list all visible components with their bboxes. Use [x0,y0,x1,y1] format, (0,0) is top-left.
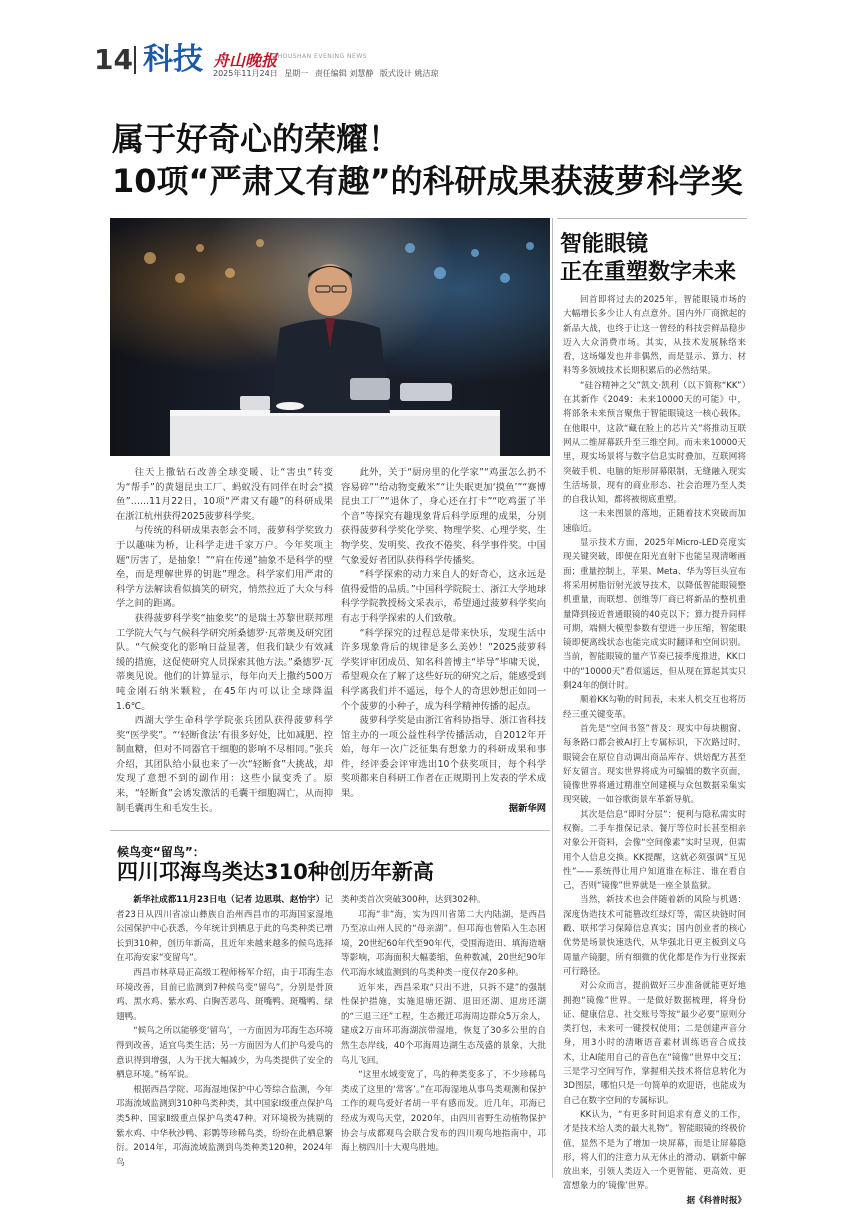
main-headline [112,118,752,202]
section-divider [110,830,550,831]
paragraph: 类种类首次突破300种，达到302种。 [341,895,486,905]
paragraph [116,893,333,966]
masthead-meta [213,68,442,79]
side-headline-line-1: 智能眼镜 [560,232,649,257]
paragraph: 与传统的科研成果表彰会不同，菠萝科学奖致力于以趣味为桥，让科学走进千家万户。今年奖项主题“厉害了，是抽象！”“肩在传递”抽象不是科学的壁垒，而是理解世界的钥匙”理念。科学家们用严肃的科学方法解读看似搞笑的研究，悄然拉近了大众与科学之间的距离。 [116,525,333,610]
photo-illustration [110,218,550,456]
paragraph: 对公众而言，提前做好三步准备就能更好地拥抱“镜像”世界。一是做好数据梳理，将身份证、健康信息、社交账号等按“最少必要”原则分类打包，未来可一键授权使用；二是创建声音分身，用3小时的清晰语音素材训练语音合成技术，让AI能用自己的音色在“镜像”世界中交互；三是学习空间写作，掌握相关技术将信息转化为3D图层，哪怕只是一句简单的欢迎语，也能成为自己在数字空间的专属标识。 [563,981,746,1106]
issue-date: 2025年11月24日 [213,69,278,78]
paragraph: 西昌市林草局正高级工程师杨军介绍，由于邛海生态环境改善，目前已监测到7种候鸟变“留鸟”，分别是骨顶鸡、黑水鸡、紫水鸡、白胸苦恶鸟、斑嘴鸭、斑嘴鸭、绿翅鸭。 [116,967,333,1022]
paragraph: 当然，新技术也会伴随着新的风险与机遇：深度伪造技术可能篡改红绿灯等，需区块链时间戳、联邦学习保障信息真实；国内创业者的核心优势是场景快速迭代，从华强北日更主板到义乌周量产镜腿，所有细微的优化都是作为行业探索可行路径。 [563,895,746,977]
paragraph: 首先是“空间书签”普及：现实中每块橱窗、每条路口都会被AI打上专属标识，下次路过时，眼镜会在原位自动调出商品库存、烘焙配方甚至好友留言。现实世界将成为可编辑的数字页面，镜像世界将通过精准空间建模与众包数据采集实现突破，一如谷歌街景车革新导航。 [563,723,746,806]
designer-credit: 版式设计 姚洁琼 [379,69,439,78]
event-photo [110,218,550,456]
paragraph: “这里水域变宽了，鸟的种类变多了，不少珍稀鸟类成了这里的‘常客’。”在邛海湿地从事鸟类观测和保护工作的观鸟爱好者胡一平有感而发。近几年，邛海已经成为观鸟天堂，2020年，由四川省野生动植物保护协会与成都观鸟会联合发布的四川观鸟地指南中，邛海上榜四川十大观鸟胜地。 [341,1070,546,1154]
headline-line-2: 10项“严肃又有趣”的科研成果获菠萝科学奖 [112,162,743,200]
paragraph: 这一未来图景的落地，正随着技术突破而加速临近。 [563,509,746,534]
paper-english-name: ZHOUSHAN EVENING NEWS [273,53,368,60]
paper-logo: 舟山晚报 [213,51,278,70]
column-divider [552,218,553,1178]
main-story-column-2 [341,466,546,816]
section-title: 科技 [143,42,203,77]
paragraph: “候鸟之所以能够变‘留鸟’，一方面因为邛海生态环境得到改善，适宜鸟类生活；另一方面因为人们护鸟爱鸟的意识得到增强，人为干扰大幅减少，为鸟类提供了安全的栖息环境。”杨军说。 [116,1026,333,1081]
paragraph: “科学探索的动力来自人的好奇心，这永远是值得爱惜的品质。”中国科学院院士、浙江大学地球科学学院教授杨文采表示，希望通过菠萝科学奖向有志于科学探索的人们致敬。 [341,569,546,624]
lower-story-headline: 四川邛海鸟类达310种创历年新高 [117,860,434,884]
paragraph: 西湖大学生命科学学院张兵团队获得菠萝科学奖“医学奖”。“‘轻断食法’有很多好处，比如减肥、控制血糖，但对不同器官干细胞的影响不尽相同。”张兵介绍，其团队给小鼠也来了一次“轻断食”大挑战，却发现了意想不到的副作用：这些小鼠变秃了。原来，“轻断食”会诱发激活的毛囊干细胞凋亡，从而抑制毛囊再生和毛发生长。 [116,715,333,814]
byline: 新华社成都11月23日电（记者 边思琪、赵怡宇） [133,895,325,905]
lower-story-kicker: 候鸟变“留鸟”： [117,845,205,859]
masthead-divider [134,46,136,74]
section-divider [557,218,747,219]
story-source: 据新华网 [508,802,546,814]
paragraph: 其次是信息“即时分层”：便利与隐私需实时权衡。二手车推保记录、餐厅等位时长甚至相亲对象公开资料，会像“空间像素”实时呈现，但需用个人信息交换。KK提醒，这就必须强调“互见性”——系统得让用户知道谁在标注、谁在看自己，否则“镜像”世界就是一座全景监狱。 [563,809,746,892]
paragraph: KK认为，“有更多时间追求有意义的工作，才是技术给人类的最大礼物”。智能眼镜的终极价值，显然不是为了增加一块屏幕，而是让屏幕隐形，将人们的注意力从无休止的滑动、刷新中解放出来，引领人类迈入一个更智能、更高效、更富想象力的‘镜像’世界。 [563,1109,746,1192]
paragraph: 根据西昌学院、邛海湿地保护中心等综合监测，今年邛海流域监测到310种鸟类种类，其中国家Ⅰ级重点保护鸟类5种、国家Ⅱ级重点保护鸟类47种。对环境极为挑剔的紫水鸡、中华秋沙鸭、彩鹮等珍稀鸟类，纷纷在此栖息繁衍。2014年，邛海流域监测到鸟类种类120种，2024年鸟 [116,1084,333,1168]
paragraph: 此外，关于“厨房里的化学家”“鸡蛋怎么扔不容易碎”“给动物变戴米”“让失眠更加‘摸鱼’”“赛博昆虫工厂”“退休了，身心还在打卡”“吃鸡蛋了半个音”等探究有趣现象背后科学原理的成果，分别获得菠萝科学奖化学奖、物理学奖、心理学奖、生物学奖、发明奖、孜孜不倦奖、科学事件奖。中国气象爱好者团队获得科学传播奖。 [341,467,546,566]
paragraph: 邛海“非”海，实为四川省第二大内陆湖，是西昌乃至凉山州人民的“母亲湖”。但邛海也曾陷入生态困境，20世纪60年代至90年代，受围海造田、填海造塘等影响，邛海面积大幅萎缩，鱼种数减，20世纪90年代邛海水域监测到的鸟类种类一度仅存20多种。 [341,909,546,978]
paragraph: 顺着KK勾勒的时间表，未来人机交互也将历经三重关键变革。 [563,695,746,720]
issue-weekday: 星期一 [284,69,309,78]
paragraph: 显示技术方面，2025年Micro-LED亮度实现关键突破，即便在阳光直射下也能呈现清晰画面；重量控制上，苹果、Meta、华为等巨头宣布将采用树脂衍射光波导技术，以降低智能眼镜整机重量，而联想、创维等厂商已将新品的整机重量降到接近普通眼镜的40克以下；算力提升同样可期，端侧大模型参数有望进一步压缩，智能眼镜即便离线状态也能完成实时翻译和空间识别。当前，智能眼镜的量产节奏已接季度推进，KK口中的“10000天”看似遥远，但从现在算起其实只剩24年的倒计时。 [563,538,746,692]
side-story-body [563,293,746,1208]
editor-credit: 责任编辑 刘慧静 [314,69,374,78]
paragraph: “科学探究的过程总是带来快乐，发现生活中许多现象背后的规律是多么美妙！”2025菠萝科学奖评审团成员、知名科普博主“毕导”毕啸天说，希望观众在了解了这些好玩的研究之后，能感受到科学离我们并不遥远，每个人的奇思妙想正如同一个个菠萝的小种子，成为科学精神传播的起点。 [341,627,546,712]
paragraph: “硅谷精神之父”凯文·凯利（以下简称“KK”）在其新作《2049：未来10000天的可能》中，将部条未来预言聚焦于智能眼镜这一核心载体。在他眼中，这款“藏在脸上的芯片关”将推动互联网从二维屏幕跃升至三维空间。而未来10000天里，现实场景将与数字信息实时叠加，互联网将突破手机、电脑的矩形屏幕限制，无缝融入现实生活场景，现有的商业形态、社会治理乃至人类的自我认知，都将被彻底重塑。 [563,380,746,506]
paragraph: 近年来，西昌采取“只出不进，只拆不建”的强制性保护措施，实施退塘还湖、退田还湖、退房还湖的“三退三还”工程，生态搬迁邛海周边群众5万余人，建成2万亩环邛海湖滨带湿地，恢复了30多公里的自然生态岸线，40个邛海周边湖生态茂盛的景象，大批鸟儿飞回。 [341,982,546,1066]
paragraph: 获得菠萝科学奖“抽象奖”的是瑞士苏黎世联邦理工学院大气与气候科学研究所桑德罗·瓦蒂奥及研究团队。“气候变化的影响日益显著，但我们缺少有效减缓的措施，这促使研究人员探索其他方法。”桑德罗·瓦蒂奥见说。他们的计算显示，每年向天上撒约500万吨金刚石纳米颗粒，在45年内可以让全球降温1.6℃。 [116,612,333,712]
lead-text: 记者23日从四川省凉山彝族自治州西昌市的邛海国家湿地公园保护中心获悉，今年统计到栖息于此的鸟类种类已增长到310种，创历年新高，且近年来越来越多的候鸟选择在邛海安家“变留鸟”。 [116,895,333,964]
main-story-column-1 [116,466,333,816]
headline-line-1: 属于好奇心的荣耀！ [112,120,401,158]
lower-story-column-1 [116,893,333,1170]
story-source: 据《科普时报》 [686,1195,746,1206]
side-story-headline [560,231,736,287]
page-number: 14 [94,43,133,76]
paragraph: 回首即将过去的2025年，智能眼镜市场的大幅增长多少让人有点意外。国内外厂商掀起的新品大战，也终于让这一曾经的科技尝鲜品稳步迈入大众消费市场。其实，从技术发展脉络来看，这场爆发也并非偶然，而是显示、算力、材料等多领域技术长期积累后的必然结果。 [563,295,746,377]
lower-story-column-2 [341,893,546,1156]
paragraph: 菠萝科学奖是由浙江省科协指导、浙江省科技馆主办的一项公益性科学传播活动，自2012年开始，每年一次广泛征集有想象力的科研成果和事件，经评委会评审选出10个获奖项目，每个科学奖项都来自科研工作者在正规期刊上发表的学术成果。 [341,715,546,800]
side-headline-line-2: 正在重塑数字未来 [560,260,737,285]
paragraph: 往天上撒钻石改善全球变暖、让“害虫”转变为“帮手”的黄翅昆虫工厂、蚂蚁没有同伴在时会“摸鱼”……11月22日，10项“严肃又有趣”的科研成果在浙江杭州获得2025菠萝科学奖。 [116,467,333,522]
